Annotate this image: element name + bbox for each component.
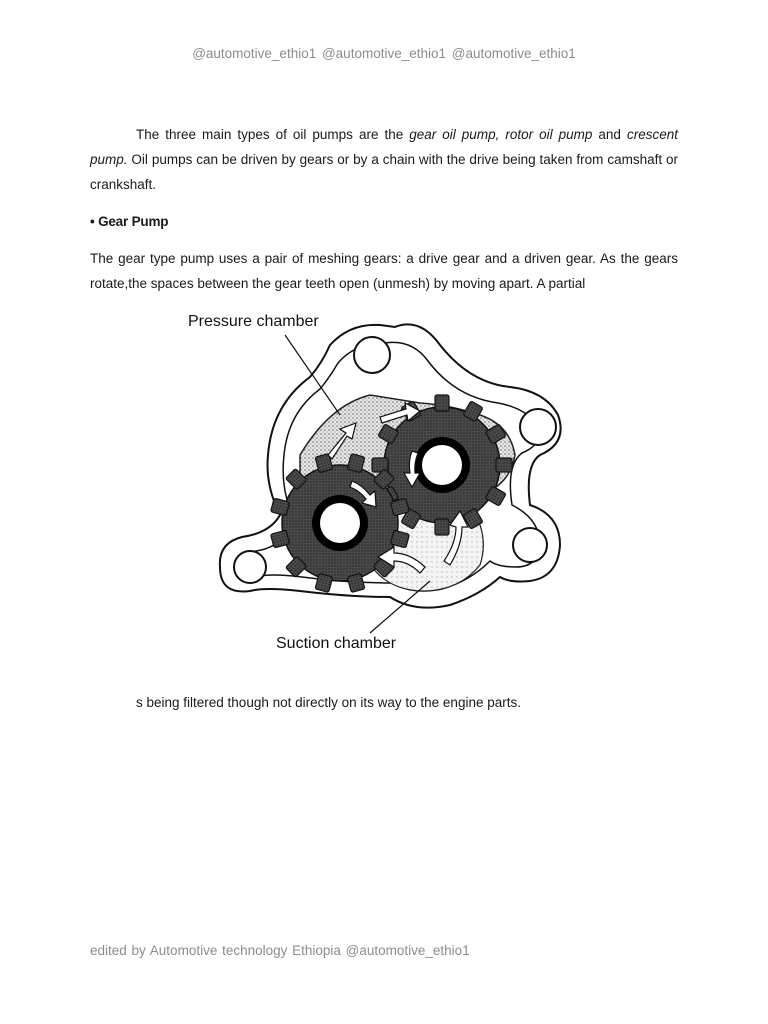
intro-emphasis-pumps: gear oil pump, rotor oil pump xyxy=(409,127,593,142)
bolt-hole-right xyxy=(520,409,556,445)
watermark-header: @automotive_ethio1 @automotive_ethio1 @automotive_ethio1 xyxy=(192,46,576,61)
bolt-hole-left xyxy=(234,551,266,583)
drive-gear xyxy=(271,454,410,593)
pressure-chamber-label: Pressure chamber xyxy=(188,313,319,330)
gear-pump-heading: • Gear Pump xyxy=(90,214,169,229)
intro-emphasis-crescent: crescent pump. xyxy=(90,127,678,167)
body-content xyxy=(90,122,678,296)
gear-pump-illustration xyxy=(180,305,600,660)
bolt-hole-lower-right xyxy=(513,528,547,562)
suction-chamber-label: Suction chamber xyxy=(276,635,397,652)
bolt-hole-top xyxy=(354,337,390,373)
gear-pump-paragraph: The gear type pump uses a pair of meshing gears: a drive gear and a driven gear. As the gears rotate,the spaces between the gear teeth open (unmesh) by moving apart. A partial xyxy=(90,251,678,291)
continuation-text: s being filtered though not directly on its way to the engine parts. xyxy=(136,695,521,710)
footer-credit: edited by Automotive technology Ethiopia @automotive_ethio1 xyxy=(90,943,470,958)
intro-and: and xyxy=(592,127,627,142)
intro-paragraph xyxy=(90,122,678,197)
gear-pump-diagram xyxy=(180,305,600,660)
intro-text-2: Oil pumps can be driven by gears or by a chain with the drive being taken from camshaft or crankshaft. xyxy=(90,152,678,192)
intro-text-1: The three main types of oil pumps are the xyxy=(136,127,410,142)
